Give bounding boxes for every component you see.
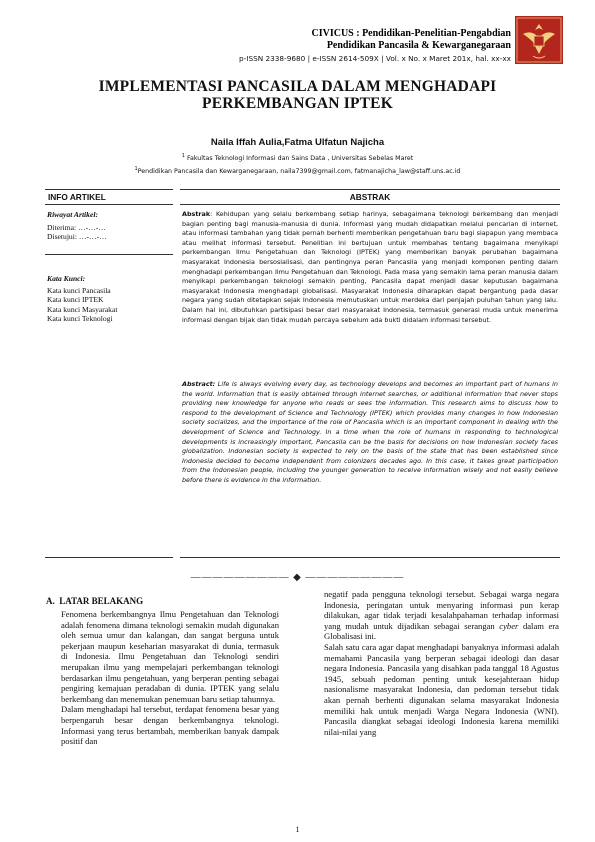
- abstract-en-label: Abstract:: [182, 380, 216, 388]
- abstract-heading: ABSTRAK: [349, 192, 391, 202]
- section-divider: ————————— ◆ —————————: [190, 572, 405, 583]
- paragraph: Dalam menghadapi hal tersebut, terdapat fenomena besar yang berpengaruh besar dengan berkembangnya teknologi. Informasi yang terus bertambah, memberikan banyak dampak positif dan: [61, 704, 279, 747]
- body-left-column: [61, 609, 279, 747]
- section-title: LATAR BELAKANG: [59, 596, 144, 606]
- keyword-item: Kata kunci IPTEK: [47, 295, 104, 305]
- info-rule-keywords: [45, 254, 173, 255]
- info-rule-top: [45, 189, 173, 190]
- paragraph: negatif pada pengguna teknologi tersebut. Sebagai warga negara Indonesia, peringatan untuk menyaring informasi pun kerap dilakukan, agar tidak terjadi kesalahpahaman terhadap informasi yang mudah untuk dijadikan sebagai serangan cyber dalam era Globalisasi ini.: [324, 589, 559, 642]
- section-heading: [46, 596, 143, 606]
- article-history: [47, 210, 172, 242]
- abstract-rule-mid: [180, 204, 560, 205]
- abstract-english: [182, 380, 558, 486]
- body-right-column: [324, 589, 559, 737]
- keywords-block: [47, 274, 172, 323]
- journal-header: [239, 28, 511, 64]
- info-heading: INFO ARTIKEL: [48, 192, 106, 202]
- article-title: [0, 78, 595, 112]
- journal-issn: p-ISSN 2338-9680 | e-ISSN 2614-509X | Vol. x No. x Maret 201x, hal. xx-xx: [239, 54, 511, 63]
- keywords-label: Kata Kunci:: [47, 274, 86, 283]
- abstract-indonesian: [182, 210, 558, 325]
- abstract-id-label: Abstrak: [182, 210, 211, 218]
- abstract-rule-top: [180, 189, 560, 190]
- info-rule-mid: [45, 204, 173, 205]
- info-rule-bottom: [45, 557, 173, 558]
- keyword-item: Kata kunci Teknologi: [47, 313, 113, 323]
- abstract-en-text: Life is always evolving every day, as technology develops and becomes an important part of humans in the world. Information that is easily obtained through internet searches, or additional information that never stops providing new knowledge for anyone who reads or sees the information. This research aims to discuss how to respond to the development of Science and Technology (IPTEK) which provides many changes in how Indonesian society socializes, and the importance of the role of Pancasila which is an important component in dealing with the development of Science and Technology. In a time when the role of humans in responding to technological developments is increasingly important, Pancasila can be the basis for decisions on how Indonesian society faces globalization. Indonesian society is expected to rely on the basis of the state that has been established since Indonesia decided to become independent from colonizers decades ago. In this case, it takes great participation from the Indonesian people, including the younger generation to receive information wisely and not easily believe before there is evidence in the information.: [182, 380, 558, 484]
- garuda-logo-icon: [515, 16, 563, 64]
- title-line2: PERKEMBANGAN IPTEK: [202, 95, 393, 112]
- paragraph: Salah satu cara agar dapat menghadapi banyaknya informasi adalah memahami Pancasila yang berperan sebagai ideologi dan dasar negara Indonesia. Pancasila yang disahkan pada tanggal 18 Agustus 1945, sebuah pedoman penting untuk kesejahteraan hidup nasionalisme masyarakat Indonesia, dan pedoman tersebut tidak akan pernah berhenti digunakan selama masyarakat Indonesia memiliki hak untuk menjadi Warga Negara Indonesia (WNI). Pancasila diangkat sebagai ideologi Indonesia karena memiliki nilai-nilai yang: [324, 641, 559, 737]
- paragraph: Fenomena berkembangnya Ilmu Pengetahuan dan Teknologi adalah fenomena dimana teknologi semakin mudah digunakan oleh semua umur dan kalangan, dan sangat berguna untuk pekerjaan maupun keseharian masyarakat di dunia, termasuk di Indonesia. Ilmu Pengetahuan dan Teknologi sendiri merupakan ilmu yang mempelajari perkembangan teknologi berdasarkan ilmu pengetahuan, yang berperan penting sebagai pengiring kemajuan peradaban di dunia. IPTEK yang selalu berkembang dan menemukan penemuan baru setiap tahunnya.: [61, 609, 279, 704]
- received-date: Diterima: …-…-…: [47, 223, 106, 233]
- journal-name-line1: CIVICUS : Pendidikan-Penelitian-Pengabdian: [311, 28, 511, 39]
- keyword-item: Kata kunci Masyarakat: [47, 304, 118, 314]
- approved-date: Disetujui: …-…-…: [47, 232, 107, 242]
- section-number: A.: [46, 596, 55, 606]
- affiliation-2: $^1$Pendidikan Pancasila dan Kewarganegaraan, naila7399@gmail.com, fatmanajicha_law@staff.uns.ac.id: [134, 166, 461, 176]
- keyword-item: Kata kunci Pancasila: [47, 286, 111, 296]
- journal-name-line2: Pendidikan Pancasila & Kewarganegaraan: [326, 40, 511, 51]
- history-label: Riwayat Artikel:: [47, 210, 98, 219]
- page-number: 1: [295, 825, 300, 834]
- author-names: Naila Iffah Aulia,Fatma Ulfatun Najicha: [210, 137, 385, 148]
- abstract-id-text: : Kehidupan yang selalu berkembang setiap harinya, sebagaimana teknologi berkembang dan menjadi bagian penting bagi manusia-manusia di dunia. Informasi yang mudah didapatkan melalui pencarian di internet, atau informasi tambahan yang tidak pernah berhenti memberikan pengetahuan baru bagi siapapun yang membaca atau melihat informasi tersebut. Penelitian ini bertujuan untuk membahas tentang bagaimana menyikapi perkembangan Ilmu Pengetahuan dan Teknologi (IPTEK) yang memberikan banyak perubahan bagaimana masyarakat Indonesia bersosialisasi, dan pentingnya peran Pancasila yang menjadi komponen penting dalam menghadapi perkembangan Ilmu Pengetahuan dan Teknologi. Pada masa yang semakin lama peran manusia dalam menyikapi perkembangan teknologi semakin penting, Pancasila dapat menjadi dasar keputusan bagaimana masyarakat Indonesia menghadapi globalisasi. Masyarakat Indonesia diharapkan dapat bergantung pada dasar negara yang sudah ditetapkan sejak Indonesia memutuskan untuk merdeka dari penjajah puluhan tahun yang lalu. Dalam hal ini, dibutuhkan partisipasi besar dari masyarakat Indonesia, termasuk generasi muda untuk menerima informasi dengan bijak dan tidak mudah percaya sebelum ada bukti didalam informasi tersebut.: [182, 210, 558, 324]
- affiliation-1: $^1$ Fakultas Teknologi Informasi dan Sains Data , Universitas Sebelas Maret: [181, 153, 414, 163]
- abstract-rule-bottom: [180, 557, 560, 558]
- affiliations: [0, 151, 595, 177]
- title-line1: IMPLEMENTASI PANCASILA DALAM MENGHADAPI: [98, 78, 497, 95]
